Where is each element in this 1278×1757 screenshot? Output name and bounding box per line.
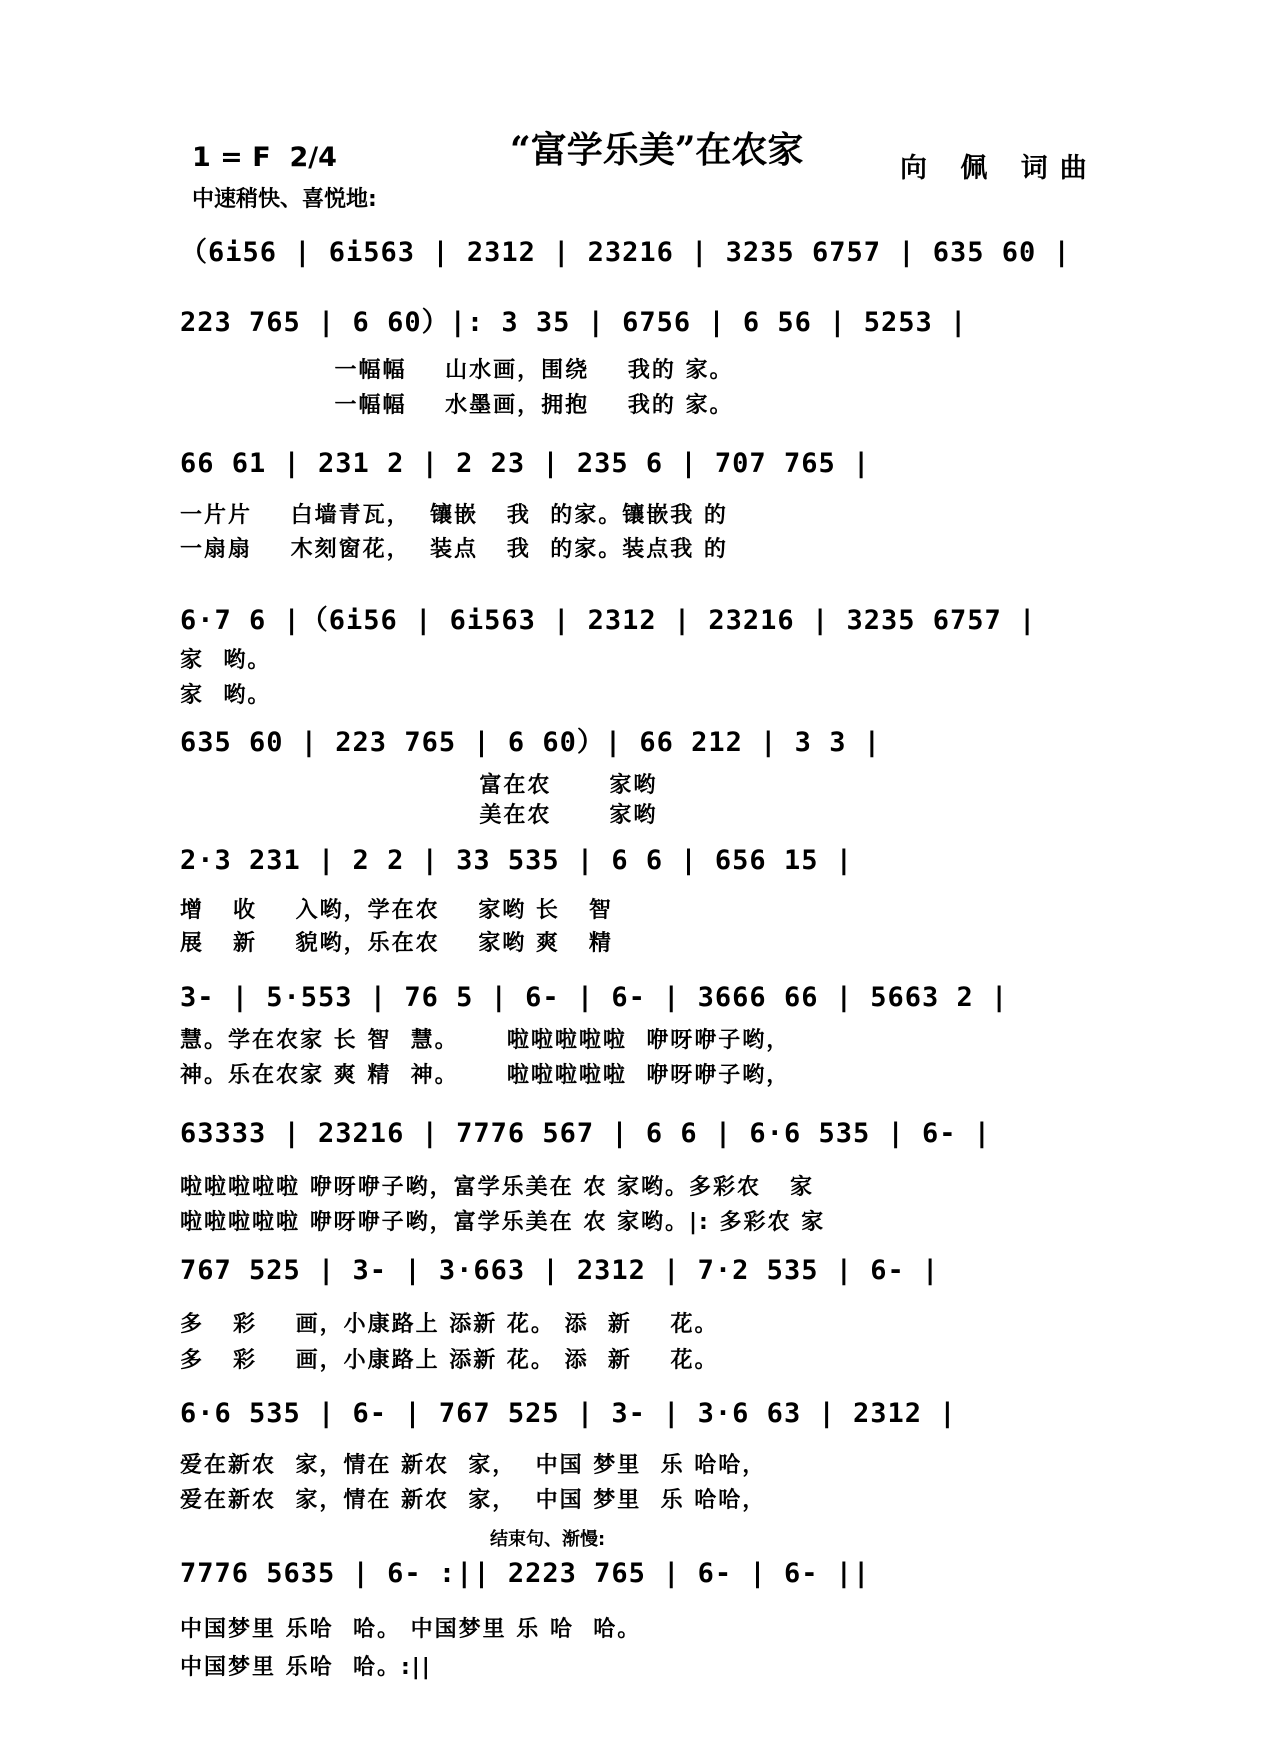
- notation-line-4: 6·7 6 |（6i56 | 6i563 | 2312 | 23216 | 3235 6757 |: [180, 605, 1037, 636]
- notation-line-7: 3- | 5·553 | 76 5 | 6- | 6- | 3666 66 | 5663 2 |: [180, 982, 1009, 1013]
- lyric-line-2a: 一幅幅 山水画，围绕 我的 家。: [180, 358, 734, 383]
- notation-line-5: 635 60 | 223 765 | 6 60）| 66 212 | 3 3 |: [180, 727, 881, 758]
- lyric-line-9a: 多 彩 画，小康路上 添新 花。 添 新 花。: [180, 1312, 719, 1337]
- notation-line-6: 2·3 231 | 2 2 | 33 535 | 6 6 | 656 15 |: [180, 845, 853, 876]
- notation-line-8: 63333 | 23216 | 7776 567 | 6 6 | 6·6 535 | 6- |: [180, 1118, 992, 1149]
- lyric-line-3a: 一片片 白墙青瓦， 镶嵌 我 的家。镶嵌我 的: [180, 503, 728, 528]
- lyric-line-3b: 一扇扇 木刻窗花， 装点 我 的家。装点我 的: [180, 537, 728, 562]
- lyric-line-8a: 啦啦啦啦啦 咿呀咿子哟，富学乐美在 农 家哟。多彩农 家: [180, 1175, 814, 1200]
- lyric-line-6b: 展 新 貌哟，乐在农 家哟 爽 精: [180, 931, 613, 956]
- notation-line-1: （6i56 | 6i563 | 2312 | 23216 | 3235 6757 | 635 60 |: [180, 237, 1071, 268]
- lyric-line-4a: 家 哟。: [180, 648, 272, 673]
- lyric-line-6a: 增 收 入哟，学在农 家哟 长 智: [180, 898, 613, 923]
- lyric-line-9b: 多 彩 画，小康路上 添新 花。 添 新 花。: [180, 1348, 719, 1373]
- notation-line-10: 6·6 535 | 6- | 767 525 | 3- | 3·6 63 | 2312 |: [180, 1398, 957, 1429]
- tempo-marking: 中速稍快、喜悦地:: [192, 187, 377, 212]
- ending-annotation: 结束句、渐慢:: [490, 1529, 606, 1550]
- lyric-line-5b: 美在农 家哟: [180, 803, 658, 828]
- author-credit: 向 佩 词曲: [900, 153, 1099, 184]
- notation-line-2: 223 765 | 6 60）|: 3 35 | 6756 | 6 56 | 5253 |: [180, 307, 968, 338]
- notation-line-9: 767 525 | 3- | 3·663 | 2312 | 7·2 535 | 6- |: [180, 1255, 940, 1286]
- lyric-line-10a: 爱在新农 家，情在 新农 家， 中国 梦里 乐 哈哈，: [180, 1453, 767, 1478]
- lyric-line-10b: 爱在新农 家，情在 新农 家， 中国 梦里 乐 哈哈，: [180, 1488, 767, 1513]
- lyric-line-4b: 家 哟。: [180, 683, 272, 708]
- lyric-line-5a: 富在农 家哟: [180, 773, 658, 798]
- lyric-line-7b: 神。乐在农家 爽 精 神。 啦啦啦啦啦 咿呀咿子哟，: [180, 1063, 791, 1088]
- song-title: “富学乐美”在农家: [510, 129, 804, 171]
- lyric-line-7a: 慧。学在农家 长 智 慧。 啦啦啦啦啦 咿呀咿子哟，: [180, 1028, 791, 1053]
- notation-line-3: 66 61 | 231 2 | 2 23 | 235 6 | 707 765 |: [180, 448, 871, 479]
- key-signature: 1 = F 2/4: [192, 142, 337, 173]
- lyric-line-11a: 中国梦里 乐哈 哈。 中国梦里 乐 哈 哈。: [180, 1617, 642, 1642]
- notation-line-11: 7776 5635 | 6- :|| 2223 765 | 6- | 6- ||: [180, 1558, 871, 1589]
- lyric-line-2b: 一幅幅 水墨画，拥抱 我的 家。: [180, 393, 734, 418]
- lyric-line-8b: 啦啦啦啦啦 咿呀咿子哟，富学乐美在 农 家哟。|: 多彩农 家: [180, 1210, 826, 1235]
- lyric-line-11b: 中国梦里 乐哈 哈。:||: [180, 1655, 432, 1680]
